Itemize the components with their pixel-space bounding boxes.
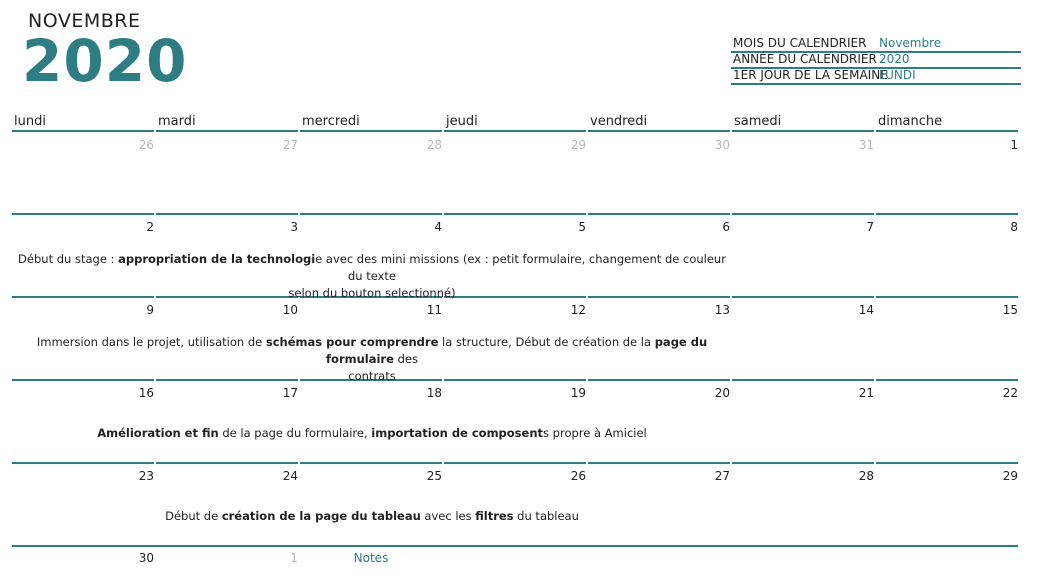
day-cell[interactable]: 30 — [138, 551, 154, 565]
event-week2: Début du stage : appropriation de la technologie avec des mini missions (ex : petit formulaire, changement de couleur du texte selon du bouton selectionné) — [18, 252, 726, 300]
weekday-friday: vendredi — [588, 114, 730, 132]
week-divider — [876, 296, 1018, 298]
week-divider — [876, 213, 1018, 215]
year-title: 2020 — [22, 27, 188, 95]
day-cell[interactable]: 30 — [714, 138, 730, 152]
day-cell[interactable]: 12 — [570, 303, 586, 317]
day-cell[interactable]: 27 — [714, 469, 730, 483]
day-cell[interactable]: 29 — [570, 138, 586, 152]
week-divider — [12, 213, 154, 215]
day-cell[interactable]: 28 — [858, 469, 874, 483]
day-cell[interactable]: 15 — [1002, 303, 1018, 317]
day-cell[interactable]: 5 — [578, 220, 586, 234]
day-cell[interactable]: 22 — [1002, 386, 1018, 400]
week-divider — [732, 213, 874, 215]
day-cell[interactable]: 7 — [866, 220, 874, 234]
day-cell[interactable]: 19 — [570, 386, 586, 400]
weekday-sunday: dimanche — [876, 114, 1018, 132]
year-setting-value[interactable]: 2020 — [878, 51, 1021, 69]
month-title: NOVEMBRE — [28, 10, 141, 32]
day-cell[interactable]: 18 — [426, 386, 442, 400]
day-cell[interactable]: 4 — [434, 220, 442, 234]
day-cell[interactable]: 31 — [858, 138, 874, 152]
day-cell[interactable]: 23 — [138, 469, 154, 483]
settings-label: ANNÉE DU CALENDRIER — [731, 51, 878, 69]
day-cell[interactable]: 28 — [426, 138, 442, 152]
calendar-settings — [731, 37, 1021, 85]
settings-row-firstday — [731, 69, 1021, 85]
day-cell[interactable]: 11 — [426, 303, 442, 317]
day-cell[interactable]: 8 — [1010, 220, 1018, 234]
day-cell[interactable]: 20 — [714, 386, 730, 400]
weekday-tuesday: mardi — [156, 114, 298, 132]
day-cell[interactable]: 14 — [858, 303, 874, 317]
weekday-thursday: jeudi — [444, 114, 586, 132]
bottom-divider — [12, 545, 1018, 547]
week-divider — [876, 462, 1018, 464]
day-cell[interactable]: 24 — [282, 469, 298, 483]
event-week5: Début de création de la page du tableau avec les filtres du tableau — [165, 509, 579, 523]
week-divider — [444, 462, 586, 464]
week-divider — [732, 296, 874, 298]
day-cell[interactable]: 27 — [282, 138, 298, 152]
day-cell[interactable]: 1 — [1010, 138, 1018, 152]
day-cell[interactable]: 9 — [146, 303, 154, 317]
day-cell[interactable]: 17 — [282, 386, 298, 400]
week-divider — [732, 462, 874, 464]
day-cell[interactable]: 2 — [146, 220, 154, 234]
settings-label: MOIS DU CALENDRIER — [731, 35, 878, 53]
week-divider — [300, 462, 442, 464]
week-divider — [588, 462, 730, 464]
day-cell[interactable]: 29 — [1002, 469, 1018, 483]
week-divider — [444, 213, 586, 215]
day-cell[interactable]: 3 — [290, 220, 298, 234]
day-cell[interactable]: 13 — [714, 303, 730, 317]
event-week3: Immersion dans le projet, utilisation de schémas pour comprendre la structure, Début de création de la page du formulaire des contrats — [36, 335, 708, 383]
day-cell[interactable]: 26 — [570, 469, 586, 483]
day-cell[interactable]: 21 — [858, 386, 874, 400]
month-setting-value[interactable]: Novembre — [878, 35, 1021, 53]
week-divider — [588, 213, 730, 215]
day-cell[interactable]: 6 — [722, 220, 730, 234]
first-day-setting-value[interactable]: LUNDI — [878, 67, 1021, 85]
notes-label: Notes — [353, 551, 389, 565]
week-divider — [12, 462, 154, 464]
week-divider — [300, 213, 442, 215]
day-cell[interactable]: 10 — [282, 303, 298, 317]
week-divider — [876, 379, 1018, 381]
week-divider — [156, 213, 298, 215]
day-cell[interactable]: 25 — [426, 469, 442, 483]
day-cell[interactable]: 26 — [138, 138, 154, 152]
week-divider — [732, 379, 874, 381]
day-cell[interactable]: 1 — [290, 551, 298, 565]
day-cell[interactable]: 16 — [138, 386, 154, 400]
week-divider — [156, 462, 298, 464]
weekday-wednesday: mercredi — [300, 114, 442, 132]
weekday-saturday: samedi — [732, 114, 874, 132]
settings-label: 1ER JOUR DE LA SEMAINE — [731, 67, 878, 85]
weekday-monday: lundi — [12, 114, 154, 132]
event-week4: Amélioration et fin de la page du formulaire, importation de composents propre à Amiciel — [97, 426, 647, 440]
